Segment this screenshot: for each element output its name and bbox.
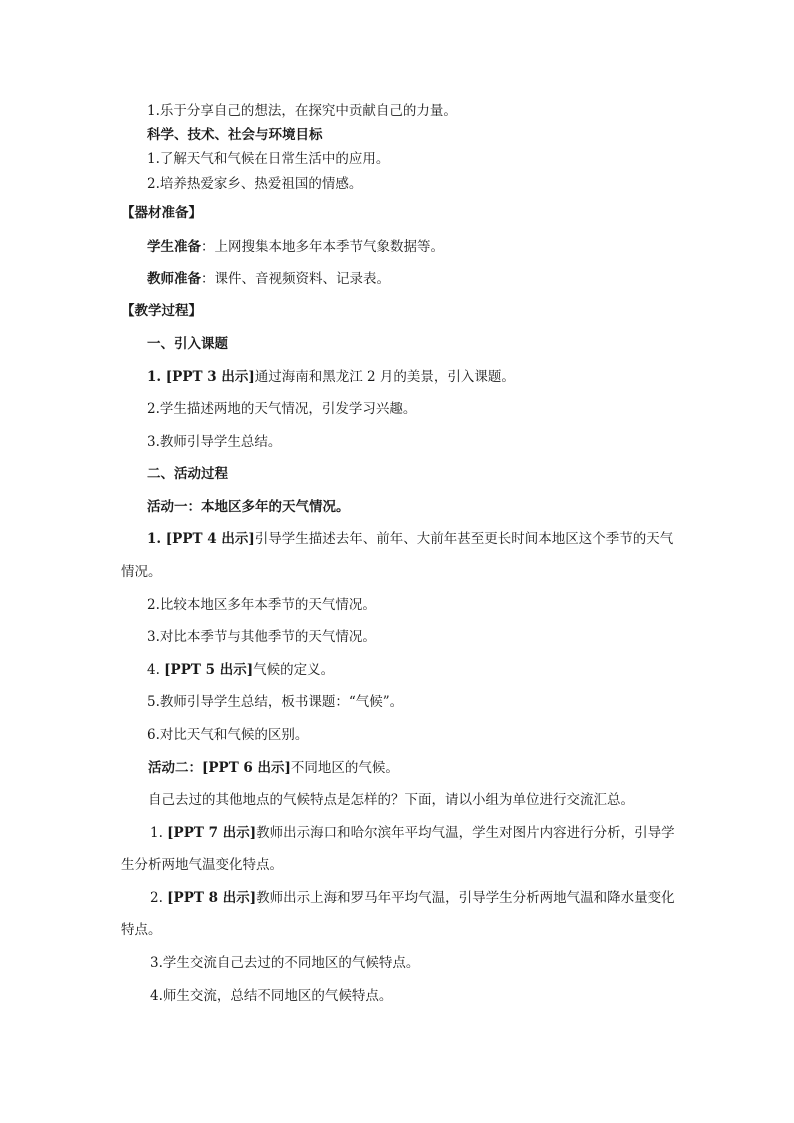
activity-one-step-1-cont: 情况。: [121, 564, 162, 580]
ppt-7-label: [PPT 7 出示]: [167, 825, 257, 841]
step-intro-1: [147, 368, 515, 386]
ppt-4-label: 1. [PPT 4 出示]: [147, 531, 255, 547]
ppt-5-label: [PPT 5 出示]: [164, 662, 254, 678]
activity-two-step-4: 4.师生交流，总结不同地区的气候特点。: [150, 988, 393, 1004]
activity-one-step-4-prefix: 4.: [147, 662, 165, 678]
activity-one-step-1-text: 引导学生描述去年、前年、大前年甚至更长时间本地区这个季节的天气: [254, 531, 674, 547]
activity-one-step-4: [147, 661, 334, 679]
step-intro-1-text: 通过海南和黑龙江 2 月的美景，引入课题。: [254, 369, 515, 385]
activity-two-label: 活动二：[PPT 6 出示]: [148, 760, 291, 776]
subheading-activity-process: 二、活动过程: [147, 466, 228, 482]
activity-one-step-4-text: 气候的定义。: [253, 662, 335, 678]
activity-one-title: [147, 498, 350, 516]
activity-two-step-1: [150, 824, 675, 842]
activity-two-step-2-cont: 特点。: [121, 922, 162, 938]
activity-two-step-1-text: 教师出示海口和哈尔滨年平均气温，学生对图片内容进行分析，引导学: [256, 825, 675, 841]
section-heading-equipment: 【器材准备】: [121, 205, 202, 221]
subheading-introduction: 一、引入课题: [147, 336, 228, 352]
goal-item-application: 1.了解天气和气候在日常生活中的应用。: [147, 151, 390, 167]
activity-one-step-3: 3.对比本季节与其他季节的天气情况。: [147, 629, 376, 645]
activity-two-step-1-cont: 生分析两地气温变化特点。: [121, 857, 283, 873]
step-intro-2: 2.学生描述两地的天气情况，引发学习兴趣。: [147, 401, 417, 417]
ppt-3-label: 1. [PPT 3 出示]: [147, 369, 255, 385]
teacher-preparation-label: 教师准备: [147, 271, 201, 287]
activity-two-step-2-prefix: 2.: [150, 890, 168, 906]
teacher-preparation: [147, 270, 390, 288]
activity-two-step-2: [150, 889, 675, 907]
step-intro-3: 3.教师引导学生总结。: [147, 434, 282, 450]
teacher-preparation-text: ：课件、音视频资料、记录表。: [201, 271, 390, 287]
activity-one-step-5: 5.教师引导学生总结，板书课题：“气候”。: [147, 694, 404, 710]
section-heading-sts-goals: 科学、技术、社会与环境目标: [147, 127, 323, 143]
activity-two-step-3: 3.学生交流自己去过的不同地区的气候特点。: [150, 955, 420, 971]
activity-two-step-2-text: 教师出示上海和罗马年平均气温，引导学生分析两地气温和降水量变化: [256, 890, 675, 906]
section-heading-teaching-process: 【教学过程】: [121, 303, 202, 319]
activity-two-title: [148, 759, 399, 777]
student-preparation-text: ：上网搜集本地多年本季节气象数据等。: [201, 239, 444, 255]
activity-two-text: 不同地区的气候。: [290, 760, 399, 776]
activity-two-question: 自己去过的其他地点的气候特点是怎样的？下面，请以小组为单位进行交流汇总。: [148, 792, 634, 808]
student-preparation-label: 学生准备: [147, 239, 201, 255]
ppt-8-label: [PPT 8 出示]: [167, 890, 257, 906]
activity-one-step-1: [147, 530, 673, 548]
activity-two-step-1-prefix: 1.: [150, 825, 168, 841]
student-preparation: [147, 238, 444, 256]
activity-one-step-2: 2.比较本地区多年本季节的天气情况。: [147, 597, 376, 613]
goal-item-share-ideas: 1.乐于分享自己的想法，在探究中贡献自己的力量。: [147, 103, 457, 119]
activity-one-step-6: 6.对比天气和气候的区别。: [147, 727, 309, 743]
goal-item-patriotism: 2.培养热爱家乡、热爱祖国的情感。: [147, 176, 363, 192]
activity-one-label: 活动一：本地区多年的天气情况。: [147, 499, 350, 515]
